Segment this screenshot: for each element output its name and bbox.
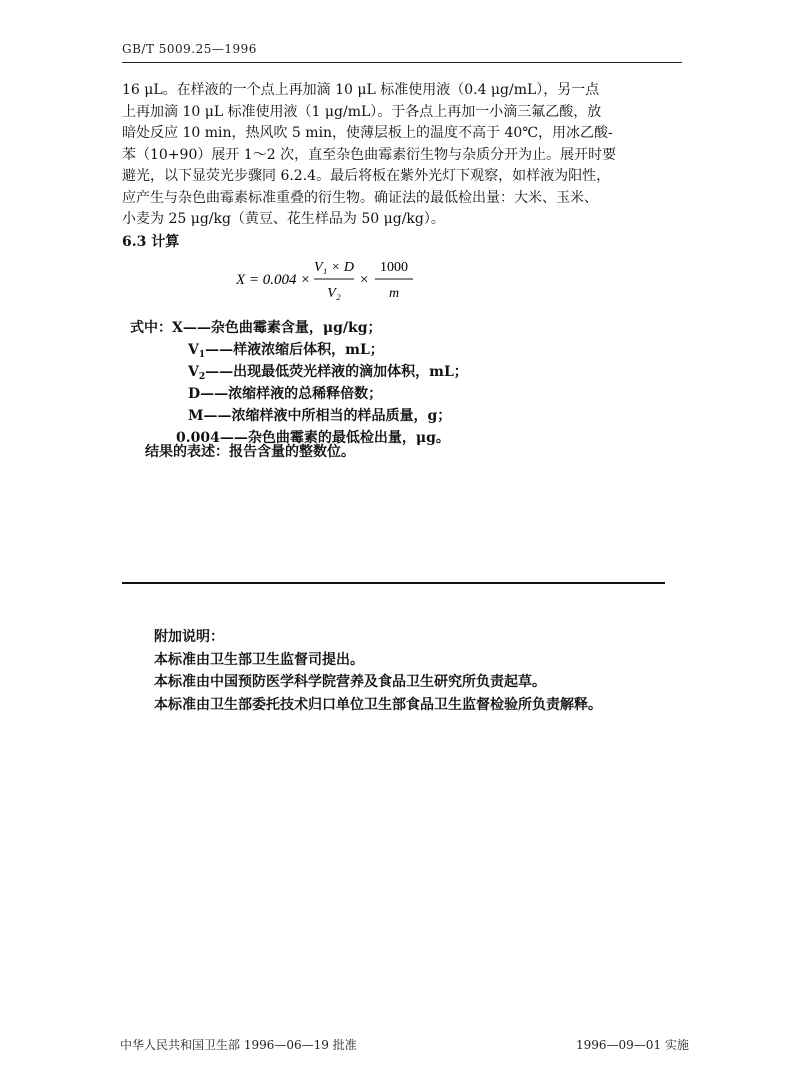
body-line: 小麦为 25 μg/kg（黄豆、花生样品为 50 μg/kg）。 xyxy=(122,211,445,227)
formula-frac2-denominator: m xyxy=(388,286,400,301)
legend-description: ——浓缩样液中所相当的样品质量，g； xyxy=(203,408,452,424)
body-line: 应产生与杂色曲霉素标准重叠的衍生物。确证法的最低检出量：大米、玉米、 xyxy=(122,189,598,206)
appendix xyxy=(154,626,602,716)
legend-symbol: 0.004 xyxy=(176,430,220,446)
formula-times: × xyxy=(360,272,369,288)
legend-description: ——样液浓缩后体积，mL； xyxy=(205,342,384,358)
body-line: 避光，以下显荧光步骤同 6.2.4。最后将板在紫外光灯下观察，如样液为阳性， xyxy=(122,168,611,184)
legend-row xyxy=(188,383,382,405)
legend-intro: 式中： xyxy=(130,320,172,336)
legend-row xyxy=(130,317,382,339)
legend-description: ——浓缩样液的总稀释倍数； xyxy=(200,386,383,402)
body-line: 苯（10+90）展开 1～2 次，直至杂色曲霉素衍生物与杂质分开为止。展开时要 xyxy=(122,146,617,163)
legend-symbol: M xyxy=(188,408,204,424)
body-line: 16 μL。在样液的一个点上再加滴 10 μL 标准使用液（0.4 μg/mL），另一点 xyxy=(122,82,600,98)
calculation-formula xyxy=(236,256,416,302)
section-title: 6.3 计算 xyxy=(122,234,180,250)
legend-subscript: 2 xyxy=(198,372,206,382)
footer-effective: 1996—09—01 实施 xyxy=(576,1038,689,1052)
appendix-line: 本标准由中国预防医学科学院营养及食品卫生研究所负责起草。 xyxy=(154,674,546,690)
legend-description: ——出现最低荧光样液的滴加体积，mL； xyxy=(205,364,468,380)
section-divider xyxy=(122,582,665,584)
body-line: 上再加滴 10 μL 标准使用液（1 μg/mL）。于各点上再加一小滴三氟乙酸，放 xyxy=(122,103,602,120)
formula-frac1-denominator: V₂ xyxy=(327,286,341,301)
legend-row xyxy=(188,405,451,427)
appendix-line: 本标准由卫生部委托技术归口单位卫生部食品卫生监督检验所负责解释。 xyxy=(154,696,602,713)
legend-symbol: X xyxy=(172,320,183,336)
legend-subscript: 1 xyxy=(198,350,206,360)
result-note: 结果的表述：报告含量的整数位。 xyxy=(145,444,355,460)
legend-description: ——杂色曲霉素的最低检出量，μg。 xyxy=(219,430,450,446)
legend-symbol: V xyxy=(188,364,199,380)
formula-frac1-numerator: V₁ × D xyxy=(314,260,354,275)
appendix-title: 附加说明： xyxy=(154,629,224,645)
legend-symbol: V xyxy=(188,342,199,358)
formula-lhs: X = 0.004 × xyxy=(236,272,311,288)
header-rule xyxy=(122,62,682,63)
legend-description: ——杂色曲霉素含量，μg/kg； xyxy=(182,320,382,336)
standard-code: GB/T 5009.25—1996 xyxy=(122,42,257,56)
body-line: 暗处反应 10 min，热风吹 5 min，使薄层板上的温度不高于 40℃，用冰乙酸- xyxy=(122,125,613,141)
footer-approval: 中华人民共和国卫生部 1996—06—19 批准 xyxy=(120,1038,357,1052)
appendix-line: 本标准由卫生部卫生监督司提出。 xyxy=(154,651,364,668)
formula-frac2-numerator: 1000 xyxy=(380,260,408,275)
legend-symbol: D xyxy=(188,386,201,402)
body-paragraph xyxy=(122,80,684,231)
